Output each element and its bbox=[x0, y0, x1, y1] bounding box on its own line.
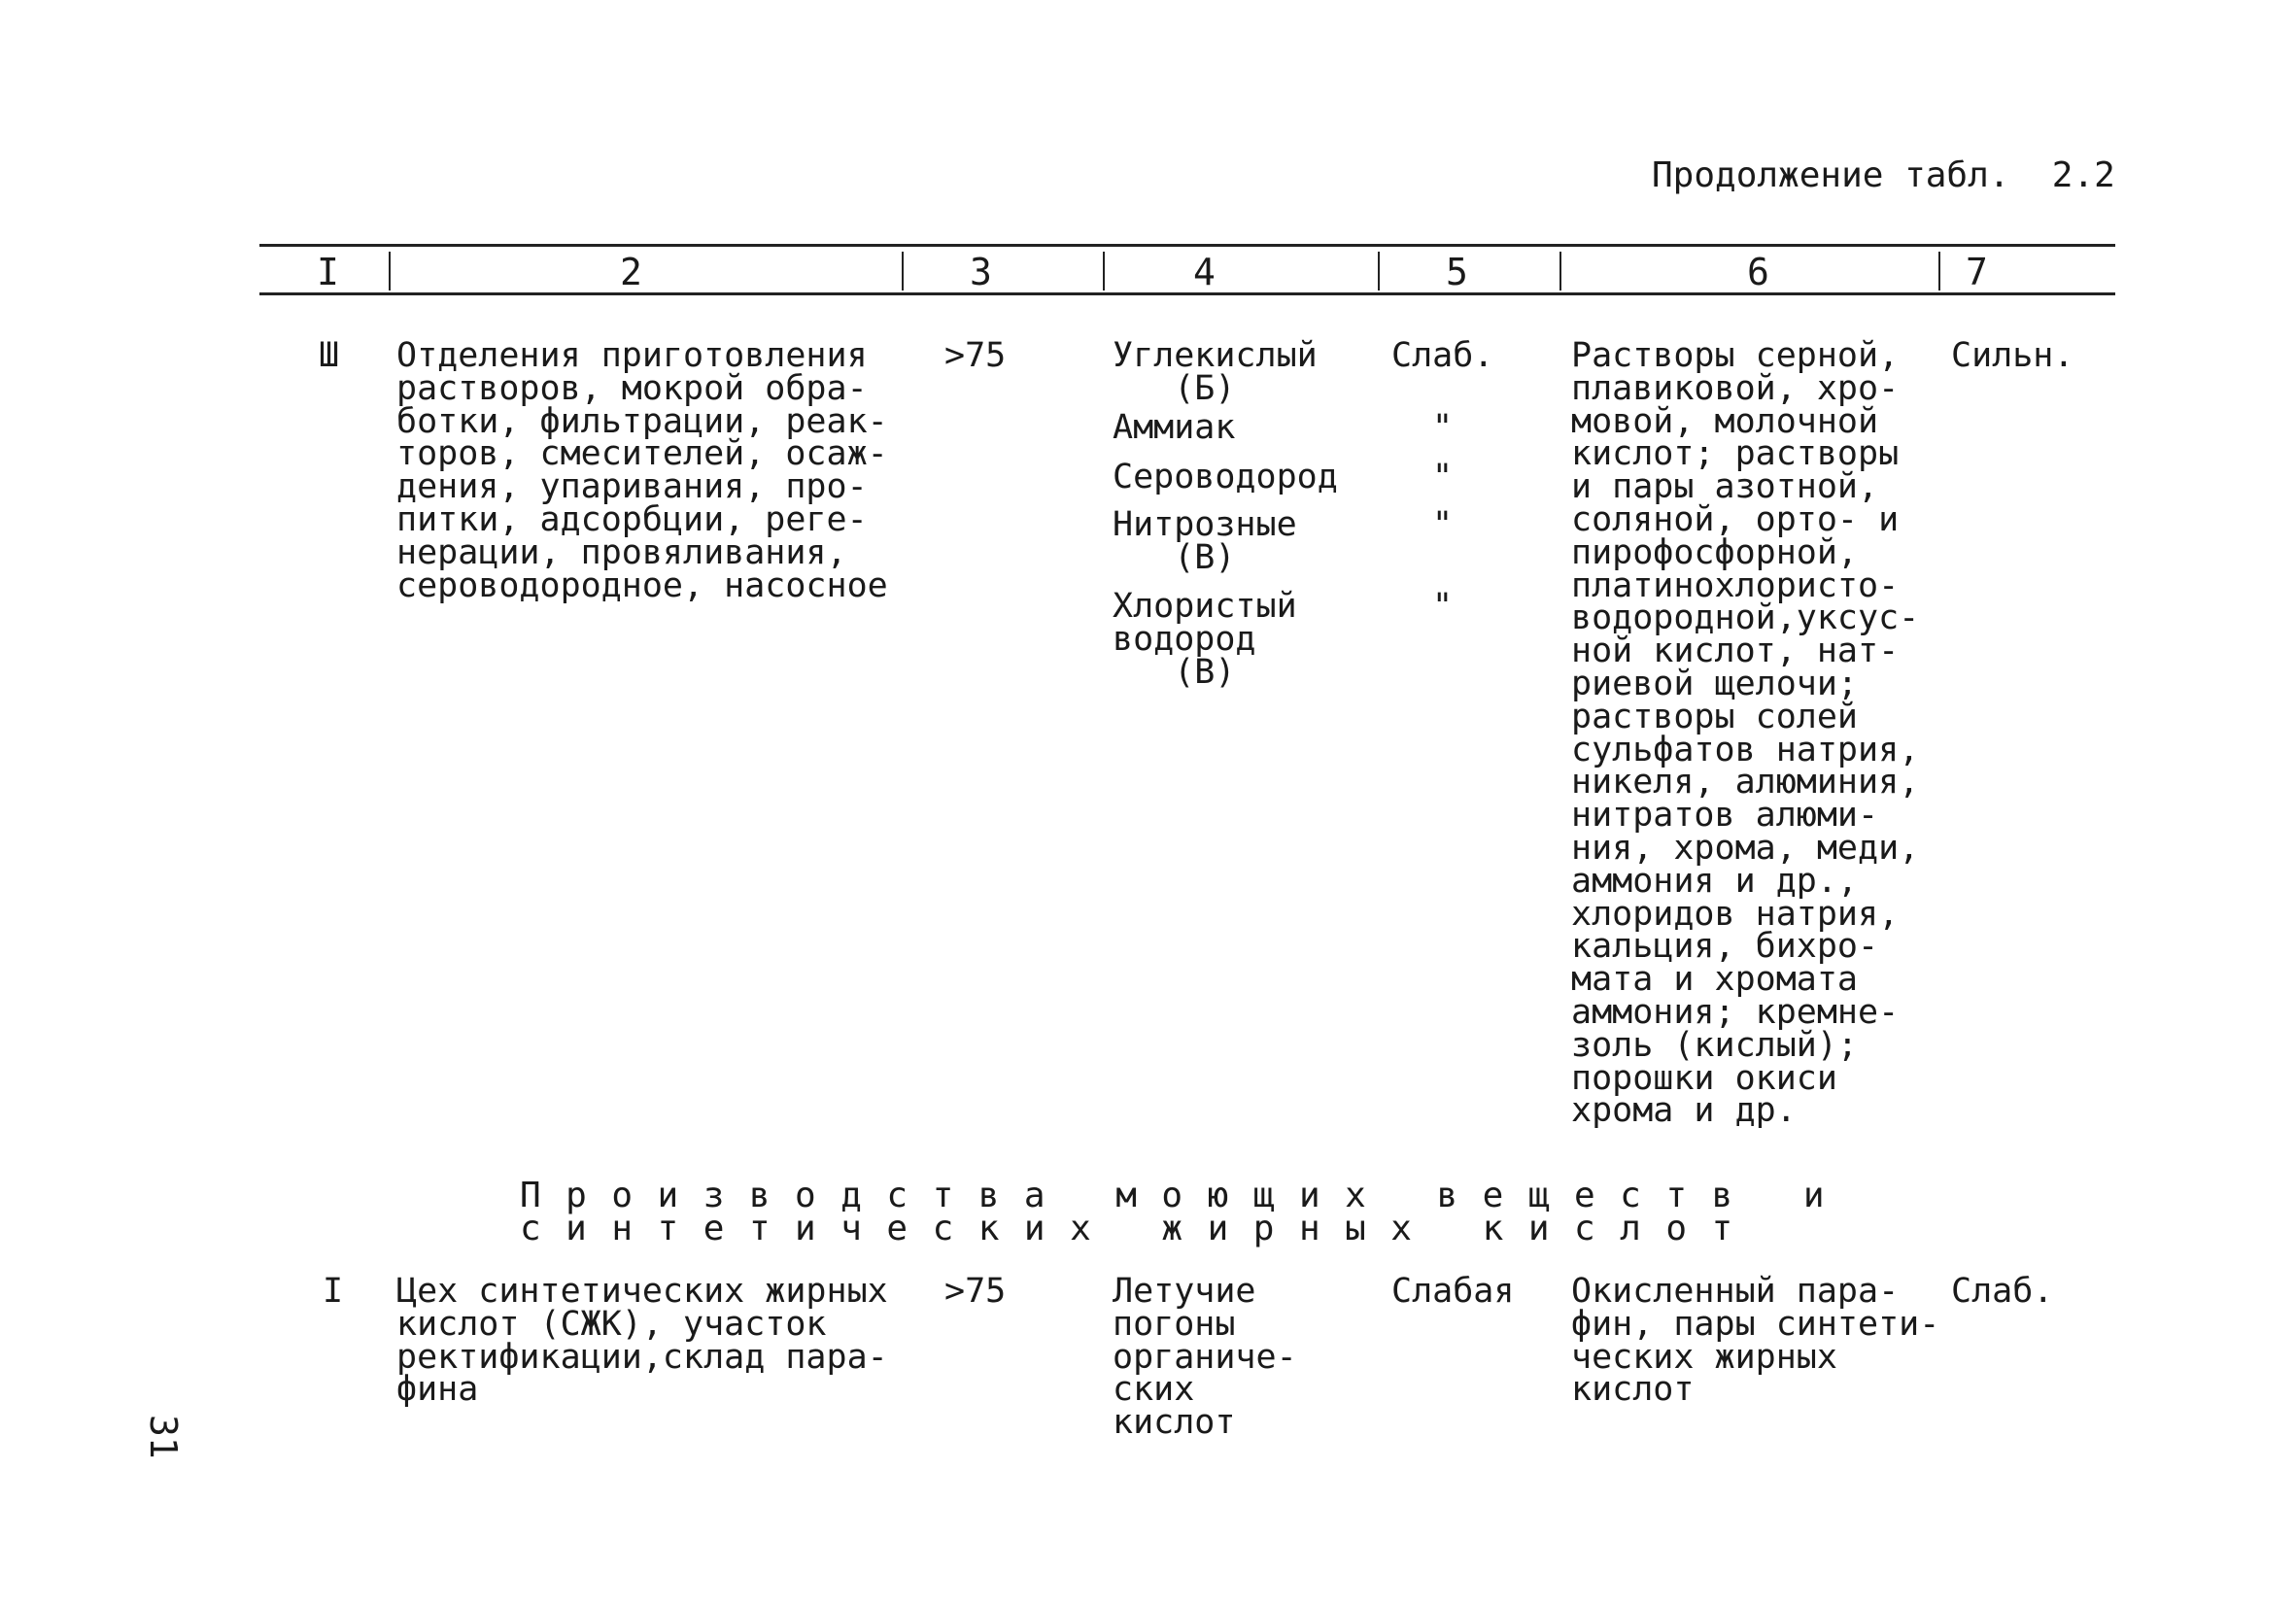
column-header-4: 4 bbox=[1193, 251, 1216, 293]
row1-agent-5: Хлористый водород (В) bbox=[1113, 587, 1297, 692]
row2-temperature: >75 bbox=[944, 1272, 1007, 1311]
column-header-2: 2 bbox=[620, 251, 642, 293]
column-separator bbox=[1559, 252, 1561, 290]
row1-agent-2: Аммиак bbox=[1113, 408, 1236, 447]
section-title-line-1: Производства моющих веществ и bbox=[520, 1176, 1850, 1215]
row2-aggressiveness: Слаб. bbox=[1951, 1272, 2054, 1311]
column-separator bbox=[1378, 252, 1380, 290]
header-top-rule bbox=[259, 244, 2115, 247]
row1-ditto-5: " bbox=[1432, 587, 1454, 626]
column-separator bbox=[1938, 252, 1940, 290]
column-separator bbox=[902, 252, 904, 290]
row1-workshop: Отделения приготовления растворов, мокрой обра- ботки, фильтрации, реак- торов, смесителей, осаж- дения, упаривания, про- питки, адсорбции, реге- нерации, провяливания, сероводородное, насосное bbox=[396, 336, 888, 605]
row1-ditto-3: " bbox=[1432, 458, 1454, 496]
page-number: 31 bbox=[142, 1415, 185, 1459]
row1-degree-1: Слаб. bbox=[1391, 336, 1494, 375]
column-header-7: 7 bbox=[1966, 251, 1988, 293]
column-header-3: 3 bbox=[970, 251, 992, 293]
row1-ditto-4: " bbox=[1432, 505, 1454, 544]
row1-agent-4: Нитрозные (В) bbox=[1113, 505, 1297, 577]
row1-aggressiveness: Сильн. bbox=[1951, 336, 2074, 375]
row1-temperature: >75 bbox=[944, 336, 1007, 375]
row2-agent: Летучие погоны органиче- ских кислот bbox=[1113, 1272, 1297, 1443]
row1-ditto-2: " bbox=[1432, 408, 1454, 447]
section-title-line-2: синтетических жирных кислот bbox=[520, 1209, 1758, 1248]
row1-group: Ш bbox=[319, 336, 340, 375]
row2-media: Окисленный пара- фин, пары синтети- ческих жирных кислот bbox=[1571, 1272, 1940, 1410]
row2-group: I bbox=[323, 1272, 344, 1311]
row2-degree: Слабая bbox=[1391, 1272, 1515, 1311]
row1-agent-3: Сероводород bbox=[1113, 458, 1338, 496]
column-header-1: I bbox=[317, 251, 339, 293]
row1-media: Растворы серной, плавиковой, хро- мовой, молочной кислот; растворы и пары азотной, соляной, орто- и пирофосфорной, платинохлористо- водородной,уксус- ной кислот, нат- риевой щелочи; растворы солей сульфатов натрия, никеля, алюминия, нитратов алюми- ния, хрома, меди, аммония и др., хлоридов натрия, кальция, бихро- мата и хромата аммония; кремне- золь (кислый); порошки окиси хрома и др. bbox=[1571, 336, 1920, 1131]
column-header-6: 6 bbox=[1747, 251, 1769, 293]
column-separator bbox=[389, 252, 391, 290]
header-bottom-rule bbox=[259, 292, 2115, 295]
row2-workshop: Цех синтетических жирных кислот (СЖК), участок ректификации,склад пара- фина bbox=[396, 1272, 888, 1410]
column-separator bbox=[1103, 252, 1105, 290]
table-caption: Продолжение табл. 2.2 bbox=[1652, 155, 2115, 195]
row1-agent-1: Углекислый (Б) bbox=[1113, 336, 1318, 408]
column-header-5: 5 bbox=[1446, 251, 1468, 293]
